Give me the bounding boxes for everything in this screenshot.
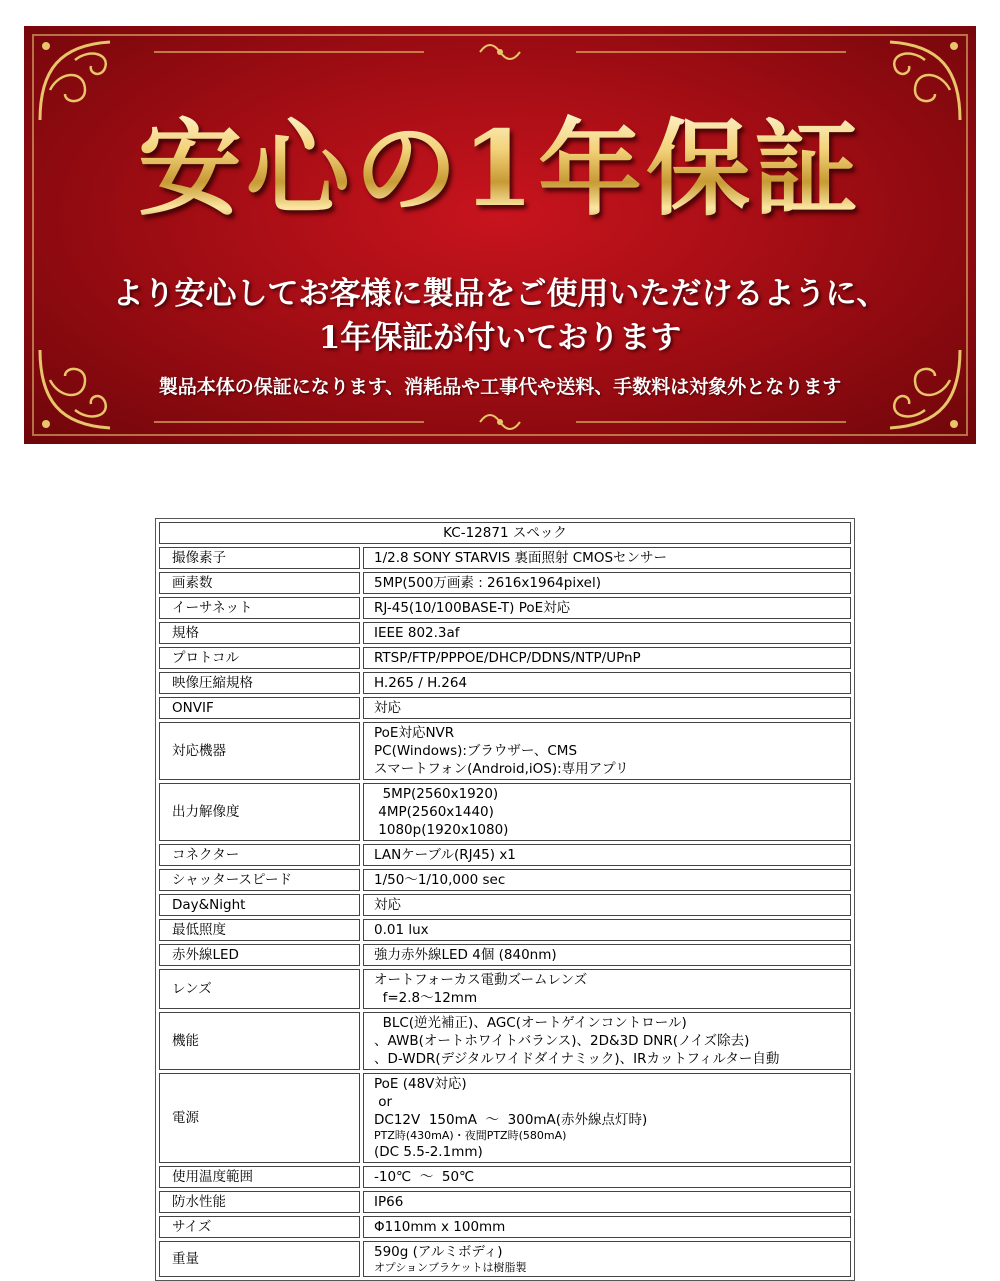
spec-value	[363, 844, 851, 866]
spec-value-line: 、D-WDR(デジタルワイドダイナミック)、IRカットフィルター自動	[374, 1051, 780, 1067]
spec-caption-row	[159, 522, 851, 544]
spec-value-line: 、AWB(オートホワイトバランス)、2D&3D DNR(ノイズ除去)	[374, 1033, 750, 1049]
spec-row	[159, 869, 851, 891]
spec-value	[363, 547, 851, 569]
spec-row	[159, 844, 851, 866]
spec-label: 電源	[159, 1073, 360, 1163]
spec-value	[363, 647, 851, 669]
spec-value	[363, 597, 851, 619]
spec-row	[159, 597, 851, 619]
spec-label: 使用温度範囲	[159, 1166, 360, 1188]
spec-row	[159, 944, 851, 966]
spec-value	[363, 697, 851, 719]
spec-value-line: 1080p(1920x1080)	[374, 822, 509, 838]
spec-label: シャッタースピード	[159, 869, 360, 891]
spec-value	[363, 1166, 851, 1188]
spec-label: 防水性能	[159, 1191, 360, 1213]
spec-value-line: オプションブラケットは樹脂製	[374, 1261, 527, 1274]
spec-value-line: 5MP(500万画素 : 2616x1964pixel)	[374, 575, 601, 591]
spec-value	[363, 894, 851, 916]
spec-value-line: 対応	[374, 700, 401, 716]
spec-value	[363, 944, 851, 966]
spec-row	[159, 1166, 851, 1188]
spec-value-line: 5MP(2560x1920)	[374, 786, 499, 802]
spec-row	[159, 783, 851, 841]
spec-label: 最低照度	[159, 919, 360, 941]
spec-row	[159, 572, 851, 594]
spec-row	[159, 1241, 851, 1277]
spec-label: 対応機器	[159, 722, 360, 780]
warranty-banner	[24, 26, 976, 444]
spec-label: 映像圧縮規格	[159, 672, 360, 694]
warranty-note: 製品本体の保証になります、消耗品や工事代や送料、手数料は対象外となります	[158, 376, 842, 398]
warranty-subtitle-line-2: 1年保証が付いております	[318, 320, 682, 356]
spec-value	[363, 869, 851, 891]
spec-value	[363, 1012, 851, 1070]
spec-label: サイズ	[159, 1216, 360, 1238]
spec-value-line: 1/50～1/10,000 sec	[374, 872, 506, 888]
spec-value-line: LANケーブル(RJ45) x1	[374, 847, 516, 863]
spec-value-line: H.265 / H.264	[374, 675, 468, 691]
spec-row	[159, 722, 851, 780]
spec-label: イーサネット	[159, 597, 360, 619]
spec-row	[159, 697, 851, 719]
spec-row	[159, 1216, 851, 1238]
spec-row	[159, 622, 851, 644]
spec-value	[363, 722, 851, 780]
spec-value-line: 0.01 lux	[374, 922, 429, 938]
spec-value-line: オートフォーカス電動ズームレンズ	[374, 972, 588, 988]
warranty-title: 安心の1年保証	[24, 104, 976, 234]
spec-value	[363, 1073, 851, 1163]
spec-row	[159, 672, 851, 694]
spec-value	[363, 1216, 851, 1238]
spec-row	[159, 547, 851, 569]
spec-row	[159, 919, 851, 941]
spec-value-line: PoE (48V対応)	[374, 1076, 467, 1092]
warranty-subtitle-line-1: より安心してお客様に製品をご使用いただけるように、	[112, 276, 888, 312]
spec-value-line: 4MP(2560x1440)	[374, 804, 494, 820]
spec-label: 機能	[159, 1012, 360, 1070]
spec-row	[159, 647, 851, 669]
spec-value	[363, 783, 851, 841]
spec-label: 出力解像度	[159, 783, 360, 841]
spec-value	[363, 622, 851, 644]
spec-value	[363, 672, 851, 694]
spec-value-line: 590g (アルミボディ)	[374, 1244, 503, 1260]
spec-row	[159, 1191, 851, 1213]
spec-label: プロトコル	[159, 647, 360, 669]
spec-value-line: IEEE 802.3af	[374, 625, 460, 641]
spec-value	[363, 572, 851, 594]
spec-label: 規格	[159, 622, 360, 644]
spec-value-line: RTSP/FTP/PPPOE/DHCP/DDNS/NTP/UPnP	[374, 650, 641, 666]
spec-value-line: IP66	[374, 1194, 404, 1210]
spec-value	[363, 969, 851, 1009]
spec-value-line: PC(Windows):ブラウザー、CMS	[374, 743, 578, 759]
spec-label: 赤外線LED	[159, 944, 360, 966]
bottom-ornament-line	[24, 402, 976, 442]
spec-label: コネクター	[159, 844, 360, 866]
spec-row	[159, 1073, 851, 1163]
spec-value-line: DC12V 150mA ～ 300mA(赤外線点灯時)	[374, 1112, 648, 1128]
spec-label: ONVIF	[159, 697, 360, 719]
spec-value-line: 対応	[374, 897, 401, 913]
spec-value-line: (DC 5.5-2.1mm)	[374, 1144, 483, 1160]
spec-label: 画素数	[159, 572, 360, 594]
spec-value	[363, 919, 851, 941]
spec-value-line: RJ-45(10/100BASE-T) PoE対応	[374, 600, 571, 616]
spec-table-container	[155, 518, 855, 1281]
spec-label: レンズ	[159, 969, 360, 1009]
spec-value-line: f=2.8～12mm	[374, 990, 478, 1006]
top-ornament-line	[24, 32, 976, 72]
spec-value-line: or	[374, 1094, 393, 1110]
spec-row	[159, 969, 851, 1009]
spec-table	[155, 518, 855, 1281]
spec-value-line: Φ110mm x 100mm	[374, 1219, 506, 1235]
spec-value-line: PTZ時(430mA)・夜間PTZ時(580mA)	[374, 1129, 567, 1142]
spec-label: 重量	[159, 1241, 360, 1277]
spec-value	[363, 1191, 851, 1213]
spec-label: 撮像素子	[159, 547, 360, 569]
spec-value-line: 1/2.8 SONY STARVIS 裏面照射 CMOSセンサー	[374, 550, 668, 566]
spec-row	[159, 894, 851, 916]
spec-row	[159, 1012, 851, 1070]
spec-value-line: スマートフォン(Android,iOS):専用アプリ	[374, 761, 629, 777]
spec-value-line: 強力赤外線LED 4個 (840nm)	[374, 947, 557, 963]
spec-value-line: BLC(逆光補正)、AGC(オートゲインコントロール)	[374, 1015, 687, 1031]
spec-label: Day&Night	[159, 894, 360, 916]
spec-value	[363, 1241, 851, 1277]
spec-caption: KC-12871 スペック	[159, 522, 851, 544]
spec-value-line: PoE対応NVR	[374, 725, 455, 741]
spec-value-line: -10℃ ～ 50℃	[374, 1169, 475, 1185]
